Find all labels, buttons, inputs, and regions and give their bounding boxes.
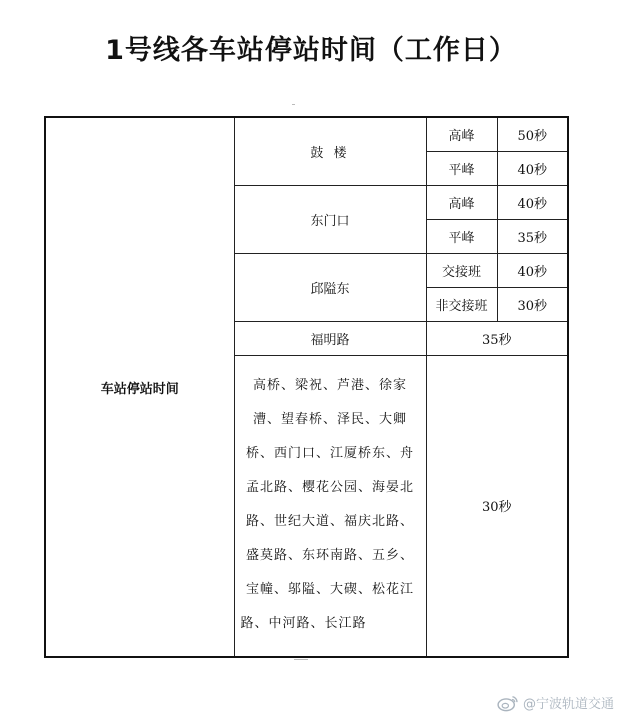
station-name: 鼓 楼 <box>234 117 426 185</box>
divider <box>292 104 295 105</box>
weibo-icon <box>497 694 519 712</box>
dwell-time: 40秒 <box>497 185 568 219</box>
station-name: 邱隘东 <box>234 253 426 321</box>
page-title: 1号线各车站停站时间（工作日） <box>105 35 517 66</box>
station-list: 高桥、梁祝、芦港、徐家漕、望春桥、泽民、大卿桥、西门口、江厦桥东、舟孟北路、樱花公园、海晏北路、世纪大道、福庆北路、盛莫路、东环南路、五乡、宝幢、邬隘、大碶、松花江路、中河路、长江路 <box>234 355 426 657</box>
dwell-time: 50秒 <box>497 117 568 151</box>
period-label: 高峰 <box>426 117 497 151</box>
period-label: 非交接班 <box>426 287 497 321</box>
dwell-time: 40秒 <box>497 151 568 185</box>
station-name: 福明路 <box>234 321 426 355</box>
period-label: 平峰 <box>426 151 497 185</box>
dwell-time-table <box>44 116 569 658</box>
divider <box>294 659 308 660</box>
period-label: 高峰 <box>426 185 497 219</box>
watermark <box>497 693 614 712</box>
dwell-time: 35秒 <box>497 219 568 253</box>
dwell-time: 35秒 <box>426 321 568 355</box>
period-label: 交接班 <box>426 253 497 287</box>
period-label: 平峰 <box>426 219 497 253</box>
dwell-time: 30秒 <box>426 355 568 657</box>
dwell-time: 40秒 <box>497 253 568 287</box>
dwell-time: 30秒 <box>497 287 568 321</box>
station-name: 东门口 <box>234 185 426 253</box>
row-header: 车站停站时间 <box>45 117 234 657</box>
watermark-text: @宁波轨道交通 <box>522 697 614 712</box>
